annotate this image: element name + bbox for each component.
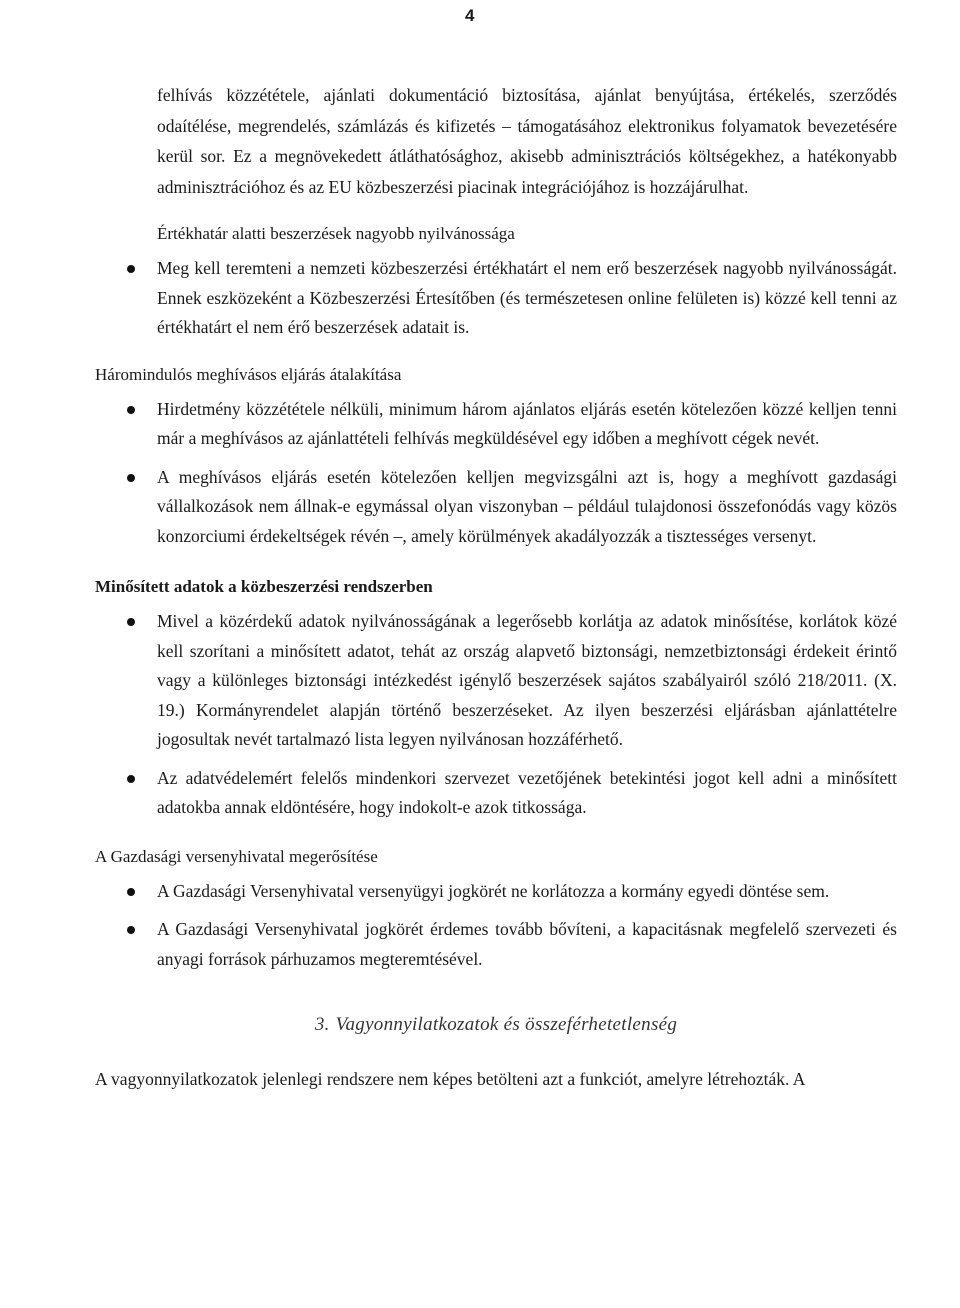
list-item — [95, 395, 897, 454]
chapter-number: 3. — [314, 1014, 330, 1035]
list-item — [95, 877, 897, 907]
list-item-text: A Gazdasági Versenyhivatal versenyügyi jogkörét ne korlátozza a kormány egyedi döntése sem. — [157, 880, 830, 901]
intro-paragraph: felhívás közzététele, ajánlati dokumentáció biztosítása, ajánlat benyújtása, értékelés, szerződés odaítélése, megrendelés, számlázás és kifizetés – támogatásához elektronikus folyamatok bevezetésére kerül sor. Ez a megnövekedett átláthatósághoz, akisebb adminisztrációs költségekhez, a hatékonyabb adminisztrációhoz és az EU közbeszerzési piacinak integrációjához is hozzájárulhat. — [157, 85, 897, 197]
bullet-icon — [127, 618, 135, 626]
list-item-text: Mivel a közérdekű adatok nyilvánosságának a legerősebb korlátja az adatok minősítése, korlátok közé kell szorítani a minősített adatot, tehát az ország alapvető biztonsági, nemzetbiztonsági érdekeit érintő vagy a különleges biztonsági intézkedést igénylő beszerzések sajátos szabályairól szóló 218/2011. (X. 19.) Kormányrendelet alapján történő beszerzéseket. Az ilyen beszerzési eljárásban ajánlattételre jogosultak nevét tartalmazó lista legyen nyilvánosan hozzáférhető. — [157, 611, 897, 749]
section-heading-classified-data: Minősített adatok a közbeszerzési rendszerben — [95, 577, 433, 596]
bullet-list-below-threshold — [95, 254, 897, 343]
list-item — [95, 764, 897, 823]
document-body — [95, 80, 897, 1094]
list-item-text: Hirdetmény közzététele nélküli, minimum három ajánlatos eljárás esetén kötelezően közzé kelljen tenni már a meghívásos az ajánlattételi felhívás megküldésével egy időben a meghívott cégek nevét. — [157, 398, 897, 448]
list-item-text: Az adatvédelemért felelős mindenkori szervezet vezetőjének betekintési jogot kell adni a minősített adatokba annak eldöntésére, hogy indokolt-e azok titkossága. — [157, 767, 897, 817]
bullet-list-invitation-procedure — [95, 395, 897, 552]
bullet-list-classified-data — [95, 607, 897, 823]
list-item — [95, 463, 897, 552]
section-heading-invitation-procedure: Háromindulós meghívásos eljárás átalakítása — [95, 364, 402, 384]
bullet-icon — [127, 926, 135, 934]
list-item-text: A meghívásos eljárás esetén kötelezően kelljen megvizsgálni azt is, hogy a meghívott gazdasági vállalkozások nem állnak-e egymással olyan viszonyban – például tulajdonosi összefonódás vagy közös konzorciumi érdekeltségek révén –, amely körülmények akadályozzák a tisztességes versenyt. — [157, 466, 897, 546]
bullet-list-competition-authority — [95, 877, 897, 975]
list-item — [95, 915, 897, 974]
chapter-title: Vagyonnyilatkozatok és összeférhetetlenség — [335, 1014, 678, 1035]
bullet-icon — [127, 888, 135, 896]
chapter-heading — [95, 1014, 897, 1036]
bullet-icon — [127, 474, 135, 482]
bullet-icon — [127, 775, 135, 783]
page-number: 4 — [465, 6, 475, 25]
list-item — [95, 607, 897, 755]
section-heading-below-threshold: Értékhatár alatti beszerzések nagyobb nyilvánossága — [157, 224, 515, 243]
section-heading-competition-authority: A Gazdasági versenyhivatal megerősítése — [95, 846, 378, 866]
list-item-text: A Gazdasági Versenyhivatal jogkörét érdemes tovább bővíteni, a kapacitásnak megfelelő szervezeti és anyagi források párhuzamos megteremtésével. — [157, 919, 897, 969]
list-item-text: Meg kell teremteni a nemzeti közbeszerzési értékhatárt el nem erő beszerzések nagyobb nyilvánosságát. Ennek eszközeként a Közbeszerzési Értesítőben (és természetesen online felületen is) közzé kell tenni az értékhatárt el nem érő beszerzések adatait is. — [157, 258, 897, 337]
list-item — [95, 254, 897, 343]
closing-paragraph: A vagyonnyilatkozatok jelenlegi rendszere nem képes betölteni azt a funkciót, amelyre létrehozták. A — [95, 1069, 806, 1089]
bullet-icon — [127, 406, 135, 414]
bullet-icon — [127, 265, 135, 273]
